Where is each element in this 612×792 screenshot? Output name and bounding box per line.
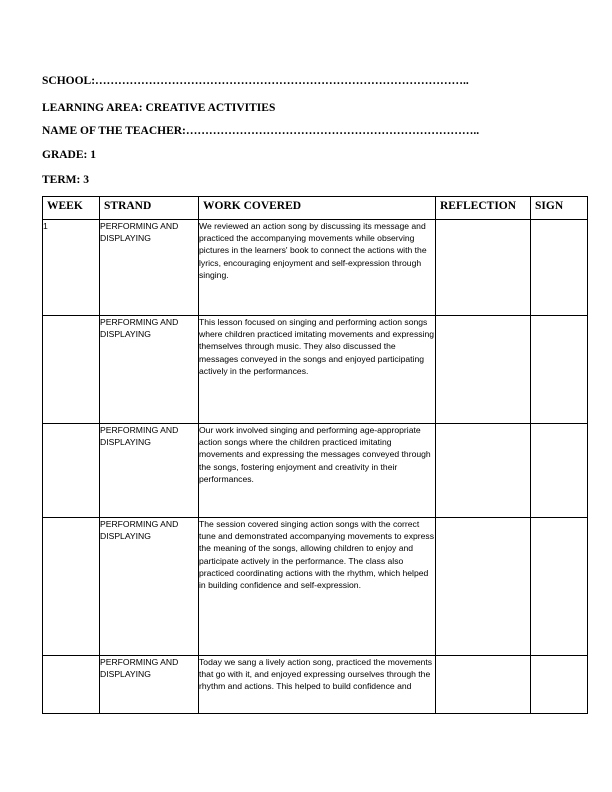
sign-cell <box>531 316 588 424</box>
column-header-strand: STRAND <box>100 197 199 220</box>
reflection-cell <box>436 316 531 424</box>
sign-cell <box>531 518 588 656</box>
week-cell: 1 <box>43 220 100 316</box>
sign-cell <box>531 424 588 518</box>
reflection-cell <box>436 220 531 316</box>
strand-cell: PERFORMING AND DISPLAYING <box>100 424 199 518</box>
column-header-work-covered: WORK COVERED <box>199 197 436 220</box>
sign-cell <box>531 656 588 714</box>
column-header-sign: SIGN <box>531 197 588 220</box>
work-covered-cell: We reviewed an action song by discussing its message and practiced the accompanying movements while observing pictures in the learners' book to connect the actions with the lyrics, encouraging enjoyment and self-expression through singing. <box>199 220 436 316</box>
table-row <box>43 220 588 316</box>
school-line: SCHOOL:…………………………………………………………………………………….. <box>42 75 469 87</box>
record-of-work-table <box>42 196 588 714</box>
reflection-cell <box>436 518 531 656</box>
sign-cell <box>531 220 588 316</box>
table-row <box>43 656 588 714</box>
reflection-cell <box>436 656 531 714</box>
work-covered-cell: This lesson focused on singing and performing action songs where children practiced imitating movements and expressing themselves through music. They also discussed the messages conveyed in the songs and enjoyed participating actively in the performances. <box>199 316 436 424</box>
week-cell <box>43 518 100 656</box>
table-row <box>43 424 588 518</box>
table-header-row <box>43 197 588 220</box>
learning-area-line: LEARNING AREA: CREATIVE ACTIVITIES <box>42 102 276 114</box>
table-row <box>43 316 588 424</box>
week-cell <box>43 656 100 714</box>
strand-cell: PERFORMING AND DISPLAYING <box>100 518 199 656</box>
term-line: TERM: 3 <box>42 174 89 186</box>
column-header-reflection: REFLECTION <box>436 197 531 220</box>
strand-cell: PERFORMING AND DISPLAYING <box>100 220 199 316</box>
strand-cell: PERFORMING AND DISPLAYING <box>100 656 199 714</box>
column-header-week: WEEK <box>43 197 100 220</box>
grade-line: GRADE: 1 <box>42 149 96 161</box>
reflection-cell <box>436 424 531 518</box>
work-covered-cell: Today we sang a lively action song, practiced the movements that go with it, and enjoyed expressing ourselves through the rhythm and actions. This helped to build confidence and <box>199 656 436 714</box>
week-cell <box>43 424 100 518</box>
work-covered-cell: Our work involved singing and performing age-appropriate action songs where the children practiced imitating movements and expressing the messages conveyed through the songs, fostering enjoyment and creativity in their performances. <box>199 424 436 518</box>
teacher-name-line: NAME OF THE TEACHER:………………………………………………………………….. <box>42 125 480 137</box>
week-cell <box>43 316 100 424</box>
work-covered-cell: The session covered singing action songs with the correct tune and demonstrated accompanying movements to express the meaning of the songs, allowing children to enjoy and participate actively in the performance. The class also practiced coordinating actions with the rhythm, which helped in building confidence and self-expression. <box>199 518 436 656</box>
strand-cell: PERFORMING AND DISPLAYING <box>100 316 199 424</box>
table-row <box>43 518 588 656</box>
